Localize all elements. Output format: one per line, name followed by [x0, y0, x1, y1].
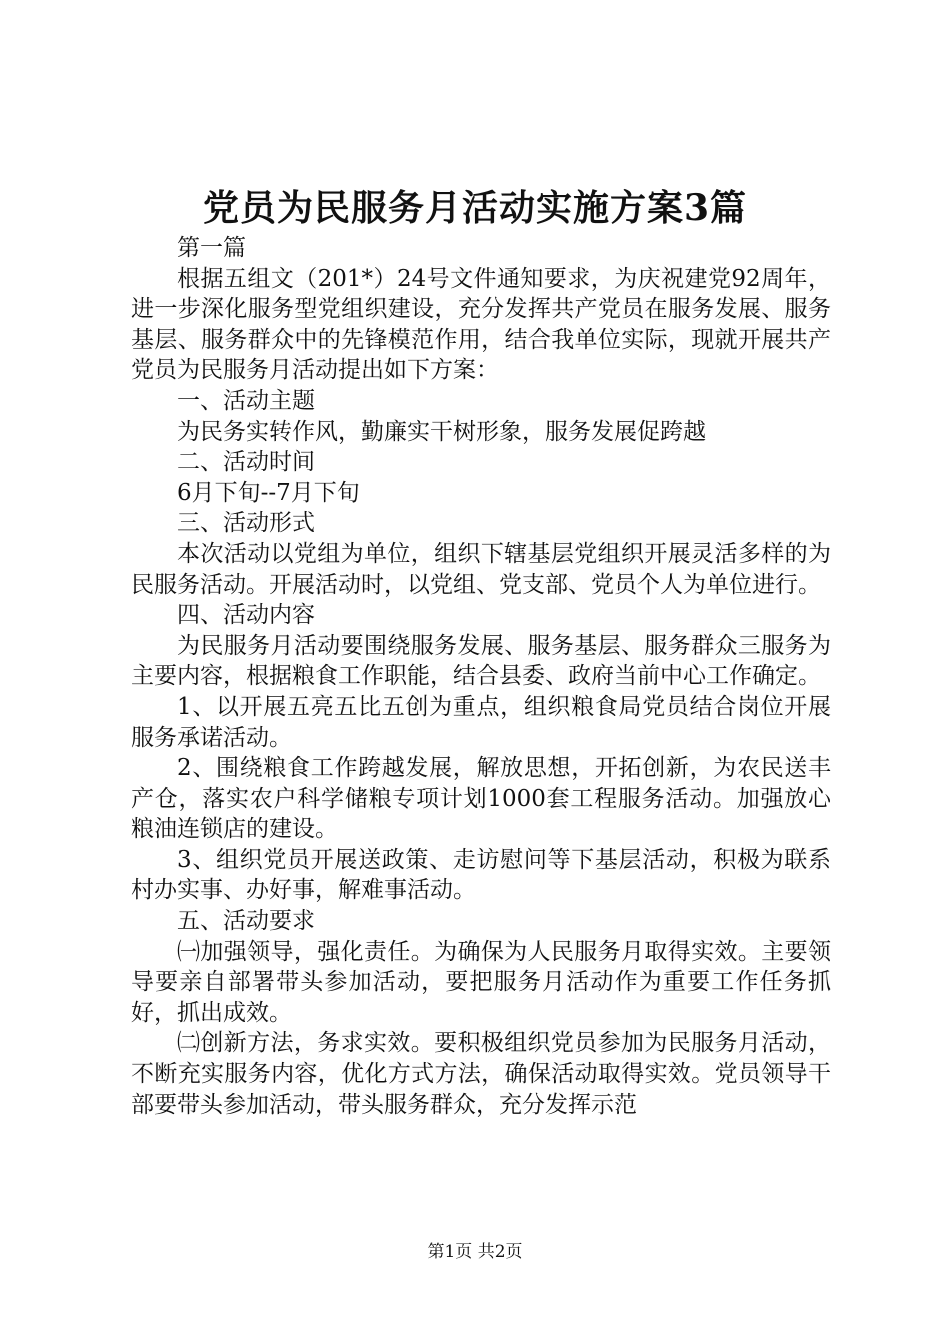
page-number: 第1页 共2页: [427, 1242, 523, 1262]
section-heading: 一、活动主题: [177, 387, 315, 414]
section-heading: 四、活动内容: [177, 602, 315, 629]
paragraph: 为民服务月活动要围绕服务发展、服务基层、服务群众三服务为主要内容，根据粮食工作职能，结合县委、政府当前中心工作确定。: [131, 632, 831, 690]
list-item: 2、围绕粮食工作跨越发展，解放思想，开拓创新，为农民送丰产仓，落实农户科学储粮专项计划1000套工程服务活动。加强放心粮油连锁店的建设。: [131, 755, 831, 843]
list-item: ㈡创新方法，务求实效。要积极组织党员参加为民服务月活动，不断充实服务内容，优化方式方法，确保活动取得实效。党员领导干部要带头参加活动，带头服务群众，充分发挥示范: [131, 1030, 831, 1118]
paragraph: 为民务实转作风，勤廉实干树形象，服务发展促跨越: [177, 418, 706, 445]
page-footer: [0, 1240, 950, 1264]
section-heading: 二、活动时间: [177, 449, 315, 476]
list-item: 1、以开展五亮五比五创为重点，组织粮食局党员结合岗位开展服务承诺活动。: [131, 693, 831, 751]
document-title: 党员为民服务月活动实施方案3篇: [202, 187, 748, 229]
document-body: [131, 233, 831, 1120]
paragraph: 本次活动以党组为单位，组织下辖基层党组织开展灵活多样的为民服务活动。开展活动时，以党组、党支部、党员个人为单位进行。: [131, 540, 831, 598]
paragraph: 6月下旬--7月下旬: [177, 479, 360, 506]
section-heading: 第一篇: [177, 235, 246, 261]
section-heading: 三、活动形式: [177, 510, 315, 537]
list-item: ㈠加强领导，强化责任。为确保为人民服务月取得实效。主要领导要亲自部署带头参加活动，要把服务月活动作为重要工作任务抓好，抓出成效。: [131, 938, 831, 1026]
section-heading: 五、活动要求: [177, 908, 315, 935]
list-item: 3、组织党员开展送政策、走访慰问等下基层活动，积极为联系村办实事、办好事，解难事活动。: [131, 846, 831, 904]
paragraph: 根据五组文（201*）24号文件通知要求，为庆祝建党92周年，进一步深化服务型党组织建设，充分发挥共产党员在服务发展、服务基层、服务群众中的先锋模范作用，结合我单位实际，现就开展共产党员为民服务月活动提出如下方案：: [131, 265, 831, 384]
